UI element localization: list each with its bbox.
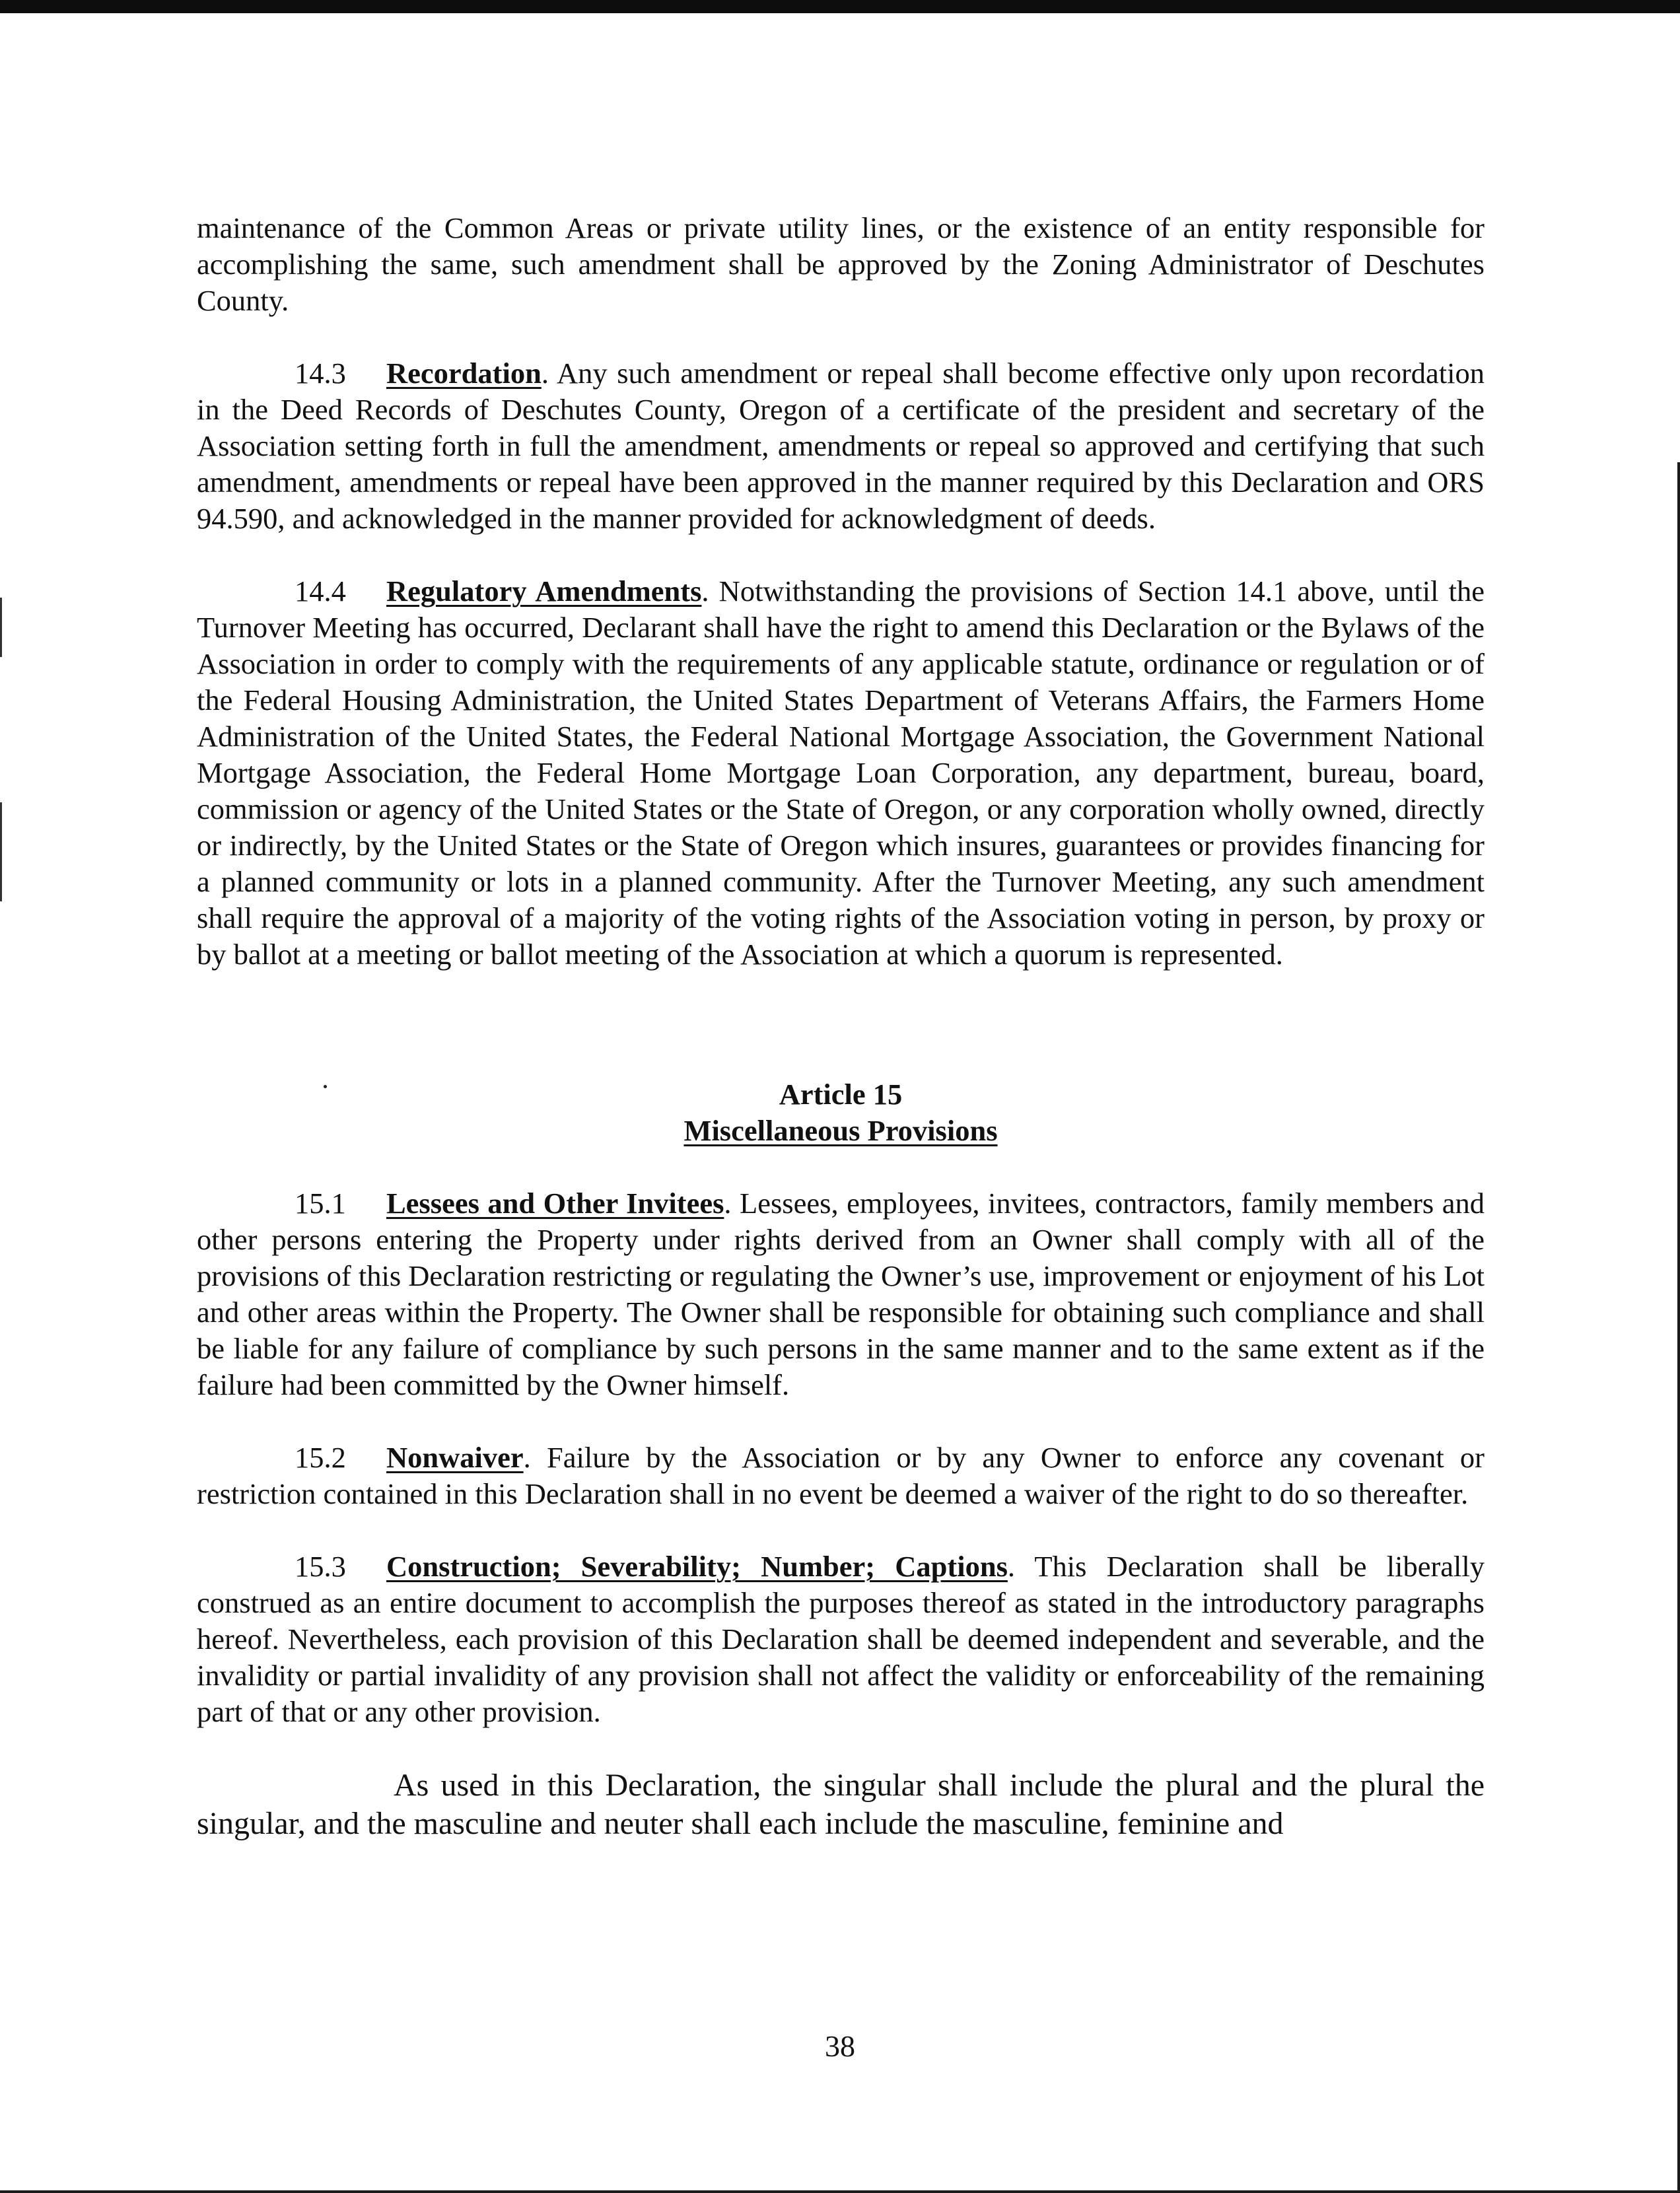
section-body: . Notwithstanding the provisions of Section 14.1 above, until the Turnover Meeting has occurred, Declarant shall have the right to amend this Declaration or the Bylaws of the Association in order to comply with the requirements of any applicable statute, ordinance or regulation or of the Federal Housing Administration, the United States Department of Veterans Affairs, the Farmers Home Administration of the United States, the Federal National Mortgage Association, the Government National Mortgage Association, the Federal Home Mortgage Loan Corporation, any department, bureau, board, commission or agency of the United States or the State of Oregon, or any corporation wholly owned, directly or indirectly, by the United States or the State of Oregon which insures, guarantees or provides financing for a planned community or lots in a planned community. After the Turnover Meeting, any such amendment shall require the approval of a majority of the voting rights of the Association voting in person, by proxy or by ballot at a meeting or ballot meeting of the Association at which a quorum is represented. [197,574,1485,971]
section-heading: Construction; Severability; Number; Captions [386,1550,1008,1583]
section-body: . This Declaration shall be liberally construed as an entire document to accomplish the purposes thereof as stated in the introductory paragraphs hereof. Nevertheless, each provision of this Declaration shall be deemed independent and severable, and the invalidity or partial invalidity of any provision shall not affect the validity or enforceability of the remaining part of that or any other provision. [197,1550,1485,1728]
scan-margin-mark [0,802,2,901]
document-body [197,210,1485,1843]
scan-top-border [0,0,1680,13]
article-number: Article 15 [779,1078,903,1111]
section-15-3 [197,1549,1485,1730]
section-14-3 [197,355,1485,537]
section-body: . Any such amendment or repeal shall become effective only upon recordation in the Deed Records of Deschutes County, Oregon of a certificate of the president and secretary of the Association setting forth in full the amendment, amendments or repeal so approved and certifying that such amendment, amendments or repeal have been approved in the manner required by this Declaration and ORS 94.590, and acknowledged in the manner provided for acknowledgment of deeds. [197,357,1485,535]
section-body: . Failure by the Association or by any Owner to enforce any covenant or restriction contained in this Declaration shall in no event be deemed a waiver of the right to do so thereafter. [197,1441,1485,1510]
section-number: 14.4 [295,574,346,608]
scan-margin-mark [0,598,2,657]
article-title: Miscellaneous Provisions [683,1114,998,1147]
section-number: 15.1 [295,1187,346,1220]
section-number: 15.3 [295,1550,346,1583]
section-heading: Recordation [386,357,542,390]
section-heading: Lessees and Other Invitees [386,1187,724,1220]
page-number: 38 [825,2029,855,2063]
section-body: . Lessees, employees, invitees, contractors, family members and other persons entering the Property under rights derived from an Owner shall comply with all of the provisions of this Declaration restricting or regulating the Owner’s use, improvement or enjoyment of his Lot and other areas within the Property. The Owner shall be responsible for obtaining such compliance and shall be liable for any failure of compliance by such persons in the same manner and to the same extent as if the failure had been committed by the Owner himself. [197,1187,1485,1401]
scan-bottom-border [0,2190,1680,2193]
section-15-1 [197,1185,1485,1403]
section-heading: Nonwaiver [386,1441,524,1474]
article-heading [197,1076,1485,1149]
section-heading: Regulatory Amendments [386,574,702,608]
trailing-paragraph: As used in this Declaration, the singular shall include the plural and the plural the singular, and the masculine and neuter shall each include the masculine, feminine and [197,1768,1485,1841]
section-14-4 [197,573,1485,973]
continuation-paragraph: maintenance of the Common Areas or private utility lines, or the existence of an entity responsible for accomplishing the same, such amendment shall be approved by the Zoning Administrator of Deschutes County. [197,211,1485,317]
scan-right-border [1677,462,1680,2193]
section-15-2 [197,1440,1485,1512]
section-number: 14.3 [295,357,346,390]
section-number: 15.2 [295,1441,346,1474]
